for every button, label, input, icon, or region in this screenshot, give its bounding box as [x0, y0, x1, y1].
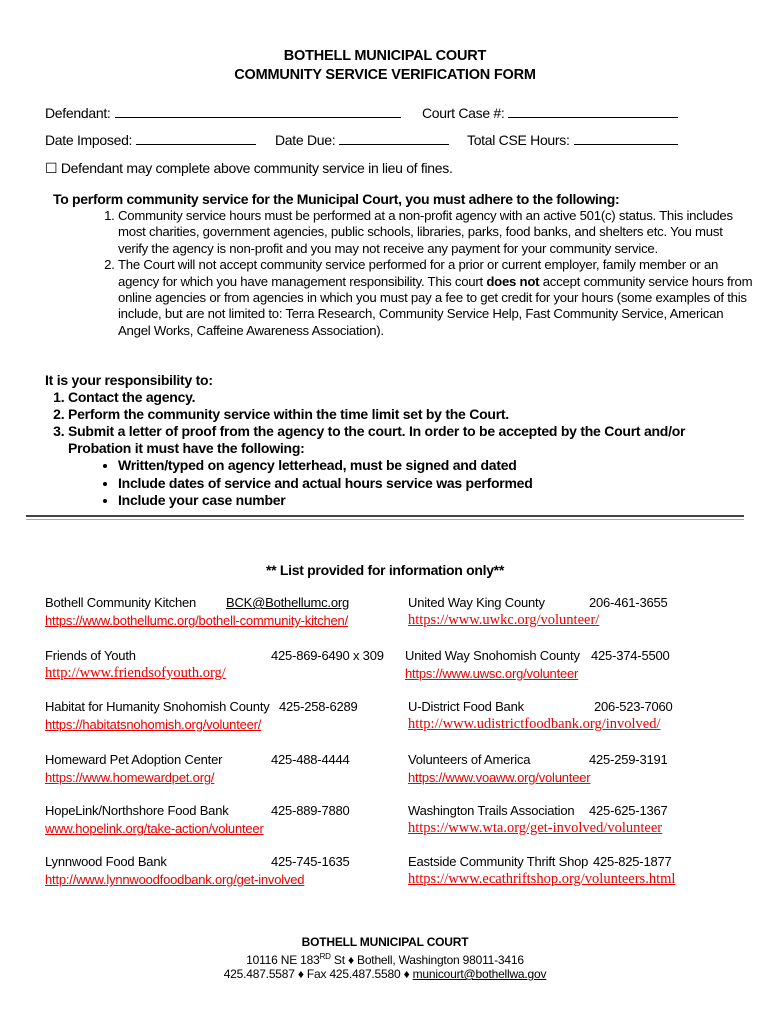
- form-title: COMMUNITY SERVICE VERIFICATION FORM: [234, 67, 536, 83]
- rule-text: Community service hours must be performed at a non-profit agency with an active 501(c) status. This includes most charities, government agencies, public schools, libraries, parks, food banks, and shelters etc. You must verify the agency is non-profit and you may not receive any payment for your community service.: [118, 208, 733, 256]
- responsibility-section: [45, 372, 748, 509]
- total-hours-input[interactable]: [574, 131, 678, 145]
- date-imposed-field[interactable]: [45, 131, 256, 148]
- address-text: St ♦ Bothell, Washington 98011-3416: [330, 952, 524, 967]
- agency-contact: 425-889-7880: [271, 803, 350, 818]
- agency-link[interactable]: http://www.lynnwoodfoodbank.org/get-involved: [45, 872, 305, 887]
- total-hours-label: Total CSE Hours:: [467, 132, 570, 148]
- date-due-field[interactable]: [275, 131, 449, 148]
- agency-name: Habitat for Humanity Snohomish County: [45, 699, 270, 714]
- rule-item: [118, 208, 754, 257]
- footer-email-link[interactable]: municourt@bothellwa.gov: [412, 967, 547, 981]
- total-hours-field[interactable]: [467, 131, 678, 148]
- agency-name: Lynnwood Food Bank: [45, 854, 167, 869]
- agency-link[interactable]: https://www.wta.org/get-involved/volunteer: [408, 820, 663, 836]
- defendant-input[interactable]: [115, 104, 401, 118]
- responsibility-item: 2. Perform the community service within the time limit set by the Court.: [68, 406, 748, 423]
- agency-contact[interactable]: BCK@Bothellumc.org: [226, 595, 350, 610]
- agency-link[interactable]: https://www.ecathriftshop.org/volunteers.html: [408, 871, 676, 887]
- footer-phone: 425.487.5587 ♦ Fax 425.487.5580 ♦: [223, 967, 413, 981]
- court-case-field[interactable]: [422, 104, 678, 121]
- checkbox-label: Defendant may complete above community service in lieu of fines.: [60, 160, 453, 176]
- agency-contact: 425-488-4444: [271, 752, 350, 767]
- agency-link[interactable]: https://www.homewardpet.org/: [45, 770, 215, 785]
- agency-link[interactable]: https://www.voaww.org/volunteer: [408, 770, 591, 785]
- responsibility-text: Submit a letter of proof from the agency to the court. In order to be accepted by the Court and/or Probation it must have the following:: [68, 423, 686, 457]
- agency-link[interactable]: http://www.friendsofyouth.org/: [45, 665, 226, 681]
- agency-name: Friends of Youth: [45, 648, 136, 663]
- rules-heading: To perform community service for the Municipal Court, you must adhere to the following:: [53, 191, 620, 207]
- rule-item: [118, 257, 754, 339]
- agency-link[interactable]: https://www.bothellumc.org/bothell-community-kitchen/: [45, 613, 348, 628]
- agency-name: United Way Snohomish County: [405, 648, 580, 663]
- agency-name: Washington Trails Association: [408, 803, 575, 818]
- defendant-label: Defendant:: [45, 105, 111, 121]
- date-due-label: Date Due:: [275, 132, 336, 148]
- agency-name: U-District Food Bank: [408, 699, 524, 714]
- agency-name: Bothell Community Kitchen: [45, 595, 197, 610]
- requirement-bullet: • Written/typed on agency letterhead, must be signed and dated: [118, 457, 748, 474]
- agency-contact: 425-825-1877: [593, 854, 672, 869]
- responsibility-item: [68, 423, 748, 508]
- agency-link[interactable]: www.hopelink.org/take-action/volunteer: [45, 821, 264, 836]
- agency-name: United Way King County: [408, 595, 545, 610]
- requirement-bullet: • Include dates of service and actual hours service was performed: [118, 475, 748, 492]
- footer-address: [0, 950, 770, 968]
- rule-emphasis: does not: [486, 273, 540, 289]
- agency-contact: 425-258-6289: [279, 699, 358, 714]
- agency-name: Volunteers of America: [408, 752, 531, 767]
- agency-contact: 425-374-5500: [591, 648, 670, 663]
- date-due-input[interactable]: [339, 131, 449, 145]
- court-name: BOTHELL MUNICIPAL COURT: [283, 48, 487, 64]
- responsibility-heading: It is your responsibility to:: [45, 372, 213, 388]
- agency-name: Homeward Pet Adoption Center: [45, 752, 223, 767]
- list-title: ** List provided for information only**: [266, 562, 504, 578]
- footer-court: BOTHELL MUNICIPAL COURT: [301, 935, 469, 949]
- agency-link[interactable]: https://www.uwsc.org/volunteer: [405, 666, 579, 681]
- address-text: 10116 NE 183: [246, 952, 320, 967]
- agency-link[interactable]: https://habitatsnohomish.org/volunteer/: [45, 717, 262, 732]
- agency-contact: 425-745-1635: [271, 854, 350, 869]
- agency-link[interactable]: https://www.uwkc.org/volunteer/: [408, 612, 600, 628]
- fines-checkbox-row[interactable]: [45, 160, 453, 177]
- rule-text: accept community service hours from online agencies or from agencies in which you must pay a fee to get credit for your hours (some examples of this include, but are not limited to: Terra Research, Community Service Help, Fast Community Service, American Angel Works, Caffeine Awareness Association).: [118, 273, 753, 338]
- agency-contact: 206-461-3655: [589, 595, 668, 610]
- requirement-bullet: • Include your case number: [118, 492, 748, 509]
- checkbox-icon[interactable]: ☐: [45, 160, 58, 176]
- date-imposed-label: Date Imposed:: [45, 132, 133, 148]
- section-divider: [26, 515, 744, 520]
- agency-contact: 425-869-6490 x 309: [271, 648, 384, 663]
- rule-text: The Court will not accept community service performed for a prior or current employer, family member or an agency for which you have management responsibility. This court: [118, 257, 719, 289]
- agency-contact: 425-625-1367: [589, 803, 668, 818]
- footer: [0, 935, 770, 982]
- agency-contact: 425-259-3191: [589, 752, 668, 767]
- agency-link[interactable]: http://www.udistrictfoodbank.org/involved/: [408, 716, 661, 732]
- date-imposed-input[interactable]: [136, 131, 256, 145]
- address-sup: RD: [319, 951, 331, 961]
- responsibility-item: 1. Contact the agency.: [68, 389, 748, 406]
- agency-contact: 206-523-7060: [594, 699, 673, 714]
- court-case-input[interactable]: [508, 104, 678, 118]
- agency-name: HopeLink/Northshore Food Bank: [45, 803, 229, 818]
- footer-contact: [0, 967, 770, 982]
- agency-name: Eastside Community Thrift Shop: [408, 854, 589, 869]
- court-case-label: Court Case #:: [422, 105, 505, 121]
- defendant-field[interactable]: [45, 104, 401, 121]
